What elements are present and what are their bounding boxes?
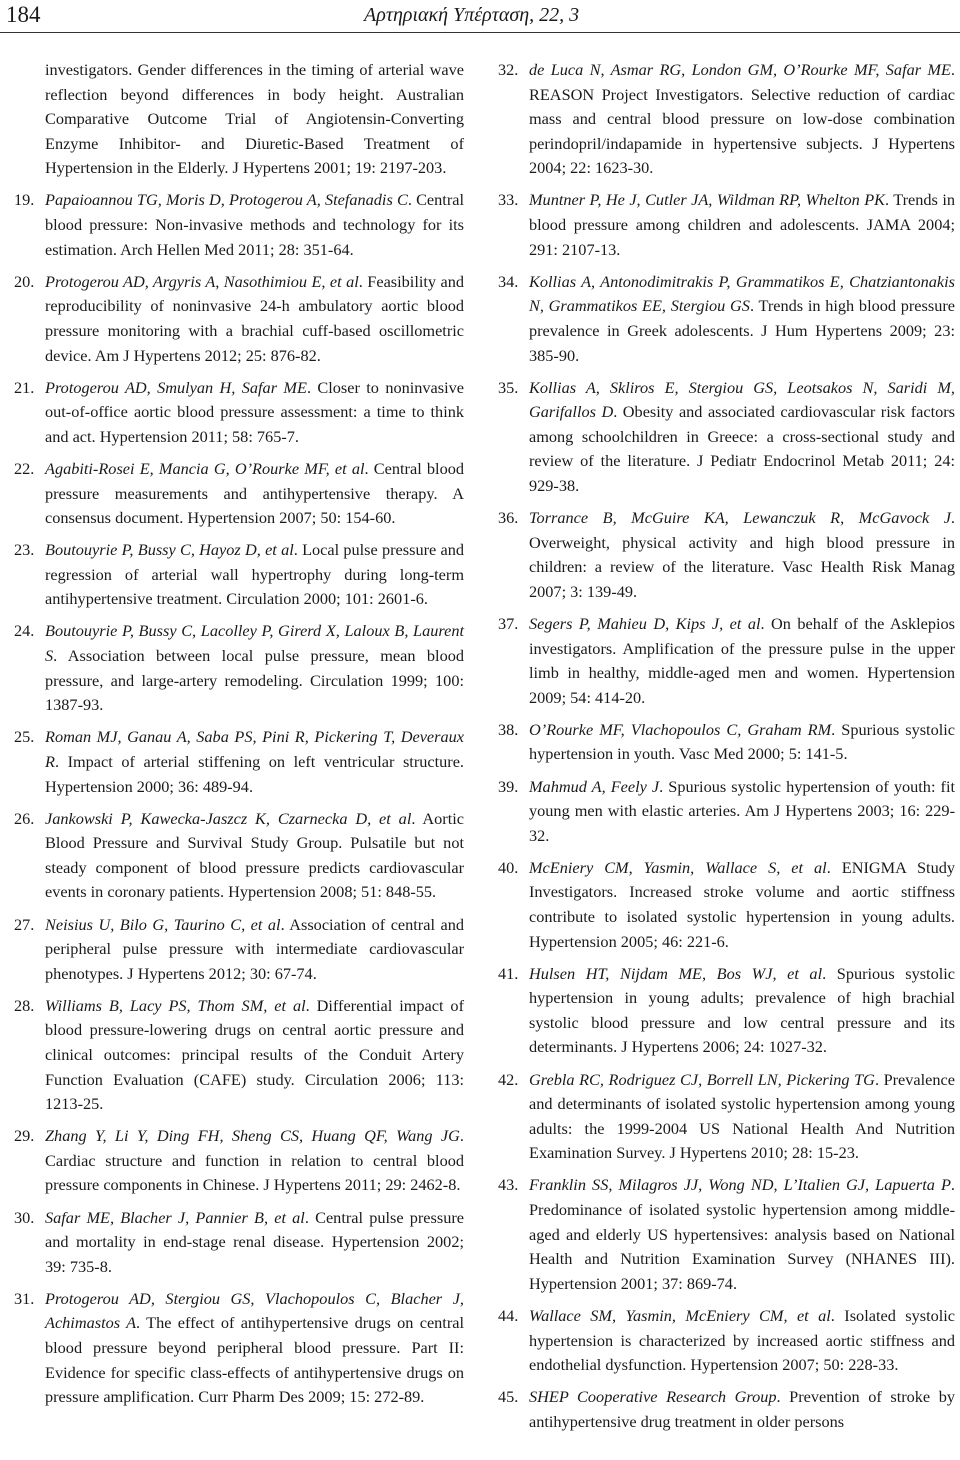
- reference-number: 21.: [14, 377, 35, 397]
- reference-item: [14, 376, 464, 450]
- reference-text: . Central blood pressure measurements and antihypertensive therapy. A consensus document. Hypertension 2007; 50: 154-60.: [45, 458, 464, 528]
- reference-authors: Wallace SM, Yasmin, McEniery CM, et al: [529, 1305, 831, 1325]
- reference-text: . Central pulse pressure and mortality in end-stage renal disease. Hypertension 2002; 39: 735-8.: [45, 1207, 464, 1276]
- reference-authors: Mahmud A, Feely J: [529, 776, 660, 796]
- reference-text: . Impact of arterial stiffening on left ventricular structure. Hypertension 2000; 36: 489-94.: [45, 751, 464, 796]
- reference-number: 34.: [498, 271, 519, 291]
- reference-item: [498, 962, 955, 1060]
- reference-authors: Zhang Y, Li Y, Ding FH, Sheng CS, Huang QF, Wang JG: [45, 1126, 460, 1146]
- reference-authors: Kollias A, Antonodimitrakis P, Grammatikos E, Chatziantonakis N, Grammatikos EE, Stergiou GS: [529, 271, 955, 316]
- reference-authors: O’Rourke MF, Vlachopoulos C, Graham RM: [529, 719, 832, 739]
- reference-number: 35.: [498, 377, 519, 397]
- reference-number: 39.: [498, 776, 519, 796]
- reference-text: . Feasibility and reproducibility of noninvasive 24-h ambulatory aortic blood pressure monitoring with a brachial cuff-based oscillometric device. Am J Hypertens 2012; 25: 876-82.: [45, 271, 464, 365]
- reference-item: [498, 1068, 955, 1166]
- reference-number: 40.: [498, 857, 519, 877]
- reference-number: 36.: [498, 508, 519, 528]
- reference-number: 38.: [498, 719, 519, 739]
- reference-text: . ENIGMA Study Investigators. Increased stroke volume and aortic stiffness contribute to isolated systolic hypertension in young adults. Hypertension 2005; 46: 221-6.: [529, 857, 955, 951]
- reference-text: . Aortic Blood Pressure and Survival Study Group. Pulsatile but not steady component of blood pressure predicts cardiovascular events in coronary patients. Hypertension 2008; 51: 848-55.: [45, 808, 464, 902]
- reference-authors: Roman MJ, Ganau A, Saba PS, Pini R, Pickering T, Deveraux R: [45, 727, 464, 771]
- reference-authors: Grebla RC, Rodriguez CJ, Borrell LN, Pickering TG: [529, 1069, 875, 1089]
- reference-item: [14, 994, 464, 1117]
- reference-authors: Agabiti-Rosei E, Mancia G, O’Rourke MF, et al: [45, 458, 365, 478]
- reference-number: 44.: [498, 1305, 519, 1325]
- reference-item: [498, 775, 955, 849]
- reference-list-right-column: [498, 58, 955, 1442]
- reference-text: . Spurious systolic hypertension in youth. Vasc Med 2000; 5: 141-5.: [529, 719, 955, 764]
- reference-authors: Protogerou AD, Stergiou GS, Vlachopoulos C, Blacher J, Achimastos A: [45, 1288, 464, 1333]
- reference-text: . Isolated systolic hypertension is characterized by increased aortic stiffness and endothelial dysfunction. Hypertension 2007; 50: 228-33.: [529, 1305, 956, 1375]
- reference-number: 45.: [498, 1387, 519, 1407]
- reference-item: [14, 270, 464, 368]
- reference-number: 43.: [498, 1175, 519, 1195]
- reference-text: . Local pulse pressure and regression of arterial wall hypertrophy during long-term antihypertensive treatment. Circulation 2000; 101: 2601-6.: [45, 540, 464, 609]
- reference-number: 26.: [14, 808, 35, 828]
- reference-number: 19.: [14, 190, 35, 210]
- reference-text: . Trends in high blood pressure prevalence in Greek adolescents. J Hum Hypertens 2009; 23: 385-90.: [529, 296, 955, 365]
- reference-number: 28.: [14, 995, 35, 1015]
- reference-item: [498, 188, 955, 262]
- reference-text: . Predominance of isolated systolic hypertension among middle-aged and elderly US hypertensives: analysis based on National Health and Nutrition Examination Survey (NHANES III). Hypertension 2001; 37: 869-74.: [529, 1175, 955, 1293]
- reference-authors: Kollias A, Skliros E, Stergiou GS, Leotsakos N, Saridi M, Garifallos D: [529, 377, 955, 422]
- reference-authors: SHEP Cooperative Research Group: [529, 1387, 777, 1407]
- reference-authors: Franklin SS, Milagros JJ, Wong ND, L’Italien GJ, Lapuerta P: [529, 1175, 951, 1195]
- reference-item: [14, 538, 464, 612]
- reference-text: . Closer to noninvasive out-of-office aortic blood pressure assessment: a time to think and act. Hypertension 2011; 58: 765-7.: [45, 377, 464, 446]
- reference-number: 37.: [498, 613, 519, 633]
- reference-number: 41.: [498, 963, 519, 983]
- reference-authors: Williams B, Lacy PS, Thom SM, et al: [45, 995, 306, 1015]
- reference-text: . Obesity and associated cardiovascular risk factors among schoolchildren in Greece: a cross-sectional study and review of the literature. J Pediatr Endocrinol Metab 2011; 24: 929-38.: [529, 402, 955, 495]
- reference-authors: Protogerou AD, Argyris A, Nasothimiou E, et al: [45, 271, 359, 291]
- reference-item: [14, 1287, 464, 1410]
- reference-item: [14, 725, 464, 799]
- reference-text: . On behalf of the Asklepios investigators. Amplification of the pressure pulse in the upper limb in healthy, middle-aged men and women. Hypertension 2009; 54: 414-20.: [529, 613, 955, 707]
- reference-number: 30.: [14, 1207, 35, 1227]
- reference-authors: Protogerou AD, Smulyan H, Safar ME: [45, 377, 307, 397]
- reference-item: [498, 376, 955, 499]
- reference-item: [14, 58, 464, 181]
- reference-number: 32.: [498, 60, 519, 79]
- reference-authors: de Luca N, Asmar RG, London GM, O’Rourke MF, Safar ME: [529, 60, 951, 79]
- reference-item: [498, 612, 955, 710]
- reference-authors: Boutouyrie P, Bussy C, Lacolley P, Girerd X, Laloux B, Laurent S: [45, 621, 464, 666]
- reference-item: [498, 1304, 955, 1378]
- reference-item: [14, 807, 464, 905]
- reference-authors: Jankowski P, Kawecka-Jaszcz K, Czarnecka D, et al: [45, 808, 412, 828]
- reference-item: [14, 1206, 464, 1280]
- reference-authors: Safar ME, Blacher J, Pannier B, et al: [45, 1207, 305, 1227]
- reference-number: 24.: [14, 621, 35, 641]
- reference-item: [498, 270, 955, 368]
- reference-text: . Prevention of stroke by antihypertensive drug treatment in older persons: [529, 1387, 955, 1431]
- reference-text: . Differential impact of blood pressure-lowering drugs on central aortic pressure and clinical outcomes: principal results of the Conduit Artery Function Evaluation (CAFE) study. Circulation 2006; 113: 1213-25.: [45, 995, 464, 1114]
- reference-authors: Torrance B, McGuire KA, Lewanczuk R, McGavock J: [529, 508, 951, 528]
- reference-authors: Hulsen HT, Nijdam ME, Bos WJ, et al: [529, 963, 823, 983]
- reference-item: [498, 856, 955, 954]
- reference-item: [498, 58, 955, 181]
- reference-number: 25.: [14, 727, 35, 747]
- reference-text: . REASON Project Investigators. Selective reduction of cardiac mass and central blood pressure on low-dose combination perindopril/indapamide in hypertensive subjects. J Hypertens 2004; 22: 1623-30.: [529, 60, 955, 178]
- reference-item: [498, 506, 955, 604]
- reference-text: . Prevalence and determinants of isolated systolic hypertension among young adults: the 1999-2004 US National Health And Nutrition Examination Survey. J Hypertens 2010; 28: 15-23.: [529, 1069, 955, 1163]
- page-number: 184: [6, 2, 41, 27]
- reference-number: 29.: [14, 1126, 35, 1146]
- reference-item: [14, 1124, 464, 1198]
- reference-item: [14, 188, 464, 262]
- reference-list-left-column: [14, 58, 464, 1417]
- reference-text: investigators. Gender differences in the timing of arterial wave reflection beyond differences in body height. Australian Comparative Outcome Trial of Angiotensin-Converting Enzyme Inhibitor- and Diuretic-Based Treatment of Hypertension in the Elderly. J Hypertens 2001; 19: 2197-203.: [45, 60, 464, 178]
- reference-number: 31.: [14, 1288, 35, 1308]
- reference-item: [14, 913, 464, 987]
- reference-text: . Trends in blood pressure among children and adolescents. JAMA 2004; 291: 2107-13.: [529, 190, 955, 259]
- reference-authors: Muntner P, He J, Cutler JA, Wildman RP, Whelton PK: [529, 190, 886, 210]
- reference-authors: Segers P, Mahieu D, Kips J, et al: [529, 613, 761, 633]
- reference-text: . Spurious systolic hypertension of youth: fit young men with elastic arteries. Am J Hypertens 2003; 16: 229-32.: [529, 776, 955, 845]
- reference-item: [498, 1173, 955, 1296]
- reference-authors: Boutouyrie P, Bussy C, Hayoz D, et al: [45, 540, 294, 560]
- reference-text: . Overweight, physical activity and high blood pressure in children: a review of the literature. Vasc Health Risk Manag 2007; 3: 139-49.: [529, 508, 955, 601]
- reference-number: 22.: [14, 458, 35, 478]
- reference-item: [498, 1385, 955, 1434]
- reference-authors: Papaioannou TG, Moris D, Protogerou A, Stefanadis C: [45, 190, 408, 210]
- reference-number: 33.: [498, 190, 519, 210]
- reference-authors: Neisius U, Bilo G, Taurino C, et al: [45, 914, 281, 934]
- reference-number: 27.: [14, 914, 35, 934]
- reference-text: . Cardiac structure and function in relation to central blood pressure components in Chinese. J Hypertens 2011; 29: 2462-8.: [45, 1126, 464, 1195]
- reference-text: . Spurious systolic hypertension in young adults; prevalence of high brachial systolic blood pressure and low central pressure and its determinants. J Hypertens 2006; 24: 1027-32.: [529, 963, 955, 1057]
- running-header: [0, 0, 960, 33]
- reference-number: 20.: [14, 271, 35, 291]
- reference-number: 23.: [14, 540, 35, 560]
- reference-item: [14, 457, 464, 531]
- reference-number: 42.: [498, 1069, 519, 1089]
- reference-text: . The effect of antihypertensive drugs on central blood pressure beyond peripheral blood pressure. Part II: Evidence for specific class-effects of antihypertensive drugs on pressure amplification. Curr Pharm Des 2009; 15: 272-89.: [45, 1313, 465, 1407]
- reference-authors: McEniery CM, Yasmin, Wallace S, et al: [529, 857, 827, 877]
- reference-item: [14, 619, 464, 717]
- journal-title: Αρτηριακή Υπέρταση, 22, 3: [364, 4, 580, 26]
- reference-item: [498, 718, 955, 767]
- reference-text: . Central blood pressure: Non-invasive methods and technology for its estimation. Arch Hellen Med 2011; 28: 351-64.: [45, 190, 464, 259]
- reference-text: . Association between local pulse pressure, mean blood pressure, and large-artery remodeling. Circulation 1999; 100: 1387-93.: [45, 646, 464, 715]
- reference-text: . Association of central and peripheral pulse pressure with intermediate cardiovascular phenotypes. J Hypertens 2012; 30: 67-74.: [45, 914, 464, 983]
